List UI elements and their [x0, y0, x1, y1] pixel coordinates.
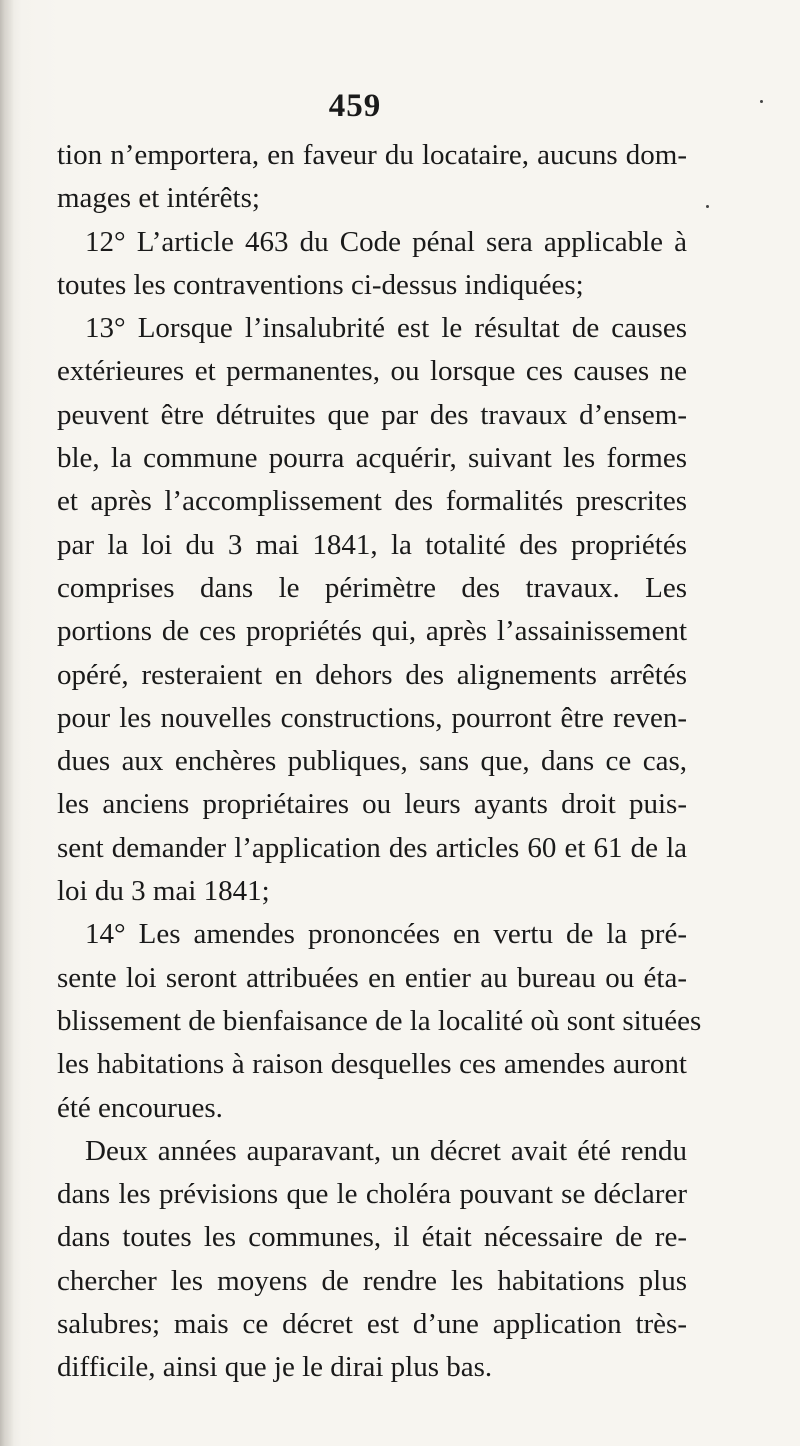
text-line: opéré, resteraient en dehors des alignements arrêtés — [57, 658, 687, 691]
paper-speck — [706, 205, 709, 208]
text-line: été encourues. — [57, 1091, 223, 1124]
text-line: mages et intérêts; — [57, 182, 260, 215]
text-line: peuvent être détruites que par des travaux d’ensem- — [57, 398, 687, 431]
text-line: loi du 3 mai 1841; — [57, 875, 270, 908]
page-binding-edge — [0, 0, 14, 1446]
text-line: les anciens propriétaires ou leurs ayants droit puis- — [57, 788, 687, 821]
text-line: et après l’accomplissement des formalités prescrites — [57, 485, 687, 518]
page-number: 459 — [328, 88, 382, 124]
text-line: pour les nouvelles constructions, pourront être reven- — [57, 701, 687, 734]
text-line: dans toutes les communes, il était nécessaire de re- — [57, 1221, 687, 1254]
text-line: tion n’emportera, en faveur du locataire, aucuns dom- — [57, 139, 687, 171]
text-line: toutes les contraventions ci-dessus indiquées; — [57, 268, 584, 301]
body-text — [57, 134, 702, 1390]
text-line: portions de ces propriétés qui, après l’assainissement — [57, 615, 687, 648]
text-line: comprises dans le périmètre des travaux. Les — [57, 571, 687, 604]
text-line: 12° L’article 463 du Code pénal sera applicable à — [85, 225, 687, 258]
text-line: les habitations à raison desquelles ces amendes auront — [57, 1048, 687, 1081]
text-line: par la loi du 3 mai 1841, la totalité des propriétés — [57, 528, 687, 561]
text-line: blissement de bienfaisance de la localité où sont situées — [57, 1004, 702, 1037]
text-line: dues aux enchères publiques, sans que, dans ce cas, — [57, 745, 687, 778]
text-line: 14° Les amendes prononcées en vertu de la pré- — [85, 918, 687, 951]
text-line: 13° Lorsque l’insalubrité est le résultat de causes — [85, 312, 687, 345]
text-line: sent demander l’application des articles 60 et 61 de la — [57, 831, 687, 864]
text-line: salubres; mais ce décret est d’une application très- — [57, 1308, 687, 1341]
text-line: difficile, ainsi que je le dirai plus bas. — [57, 1351, 493, 1384]
text-line: extérieures et permanentes, ou lorsque ces causes ne — [57, 355, 687, 388]
text-line: Deux années auparavant, un décret avait été rendu — [85, 1134, 687, 1167]
text-line: sente loi seront attribuées en entier au bureau ou éta- — [57, 961, 687, 994]
paper-speck — [760, 100, 763, 103]
text-line: dans les prévisions que le choléra pouvant se déclarer — [57, 1178, 687, 1211]
text-line: ble, la commune pourra acquérir, suivant les formes — [57, 442, 687, 475]
text-line: chercher les moyens de rendre les habitations plus — [57, 1264, 687, 1297]
